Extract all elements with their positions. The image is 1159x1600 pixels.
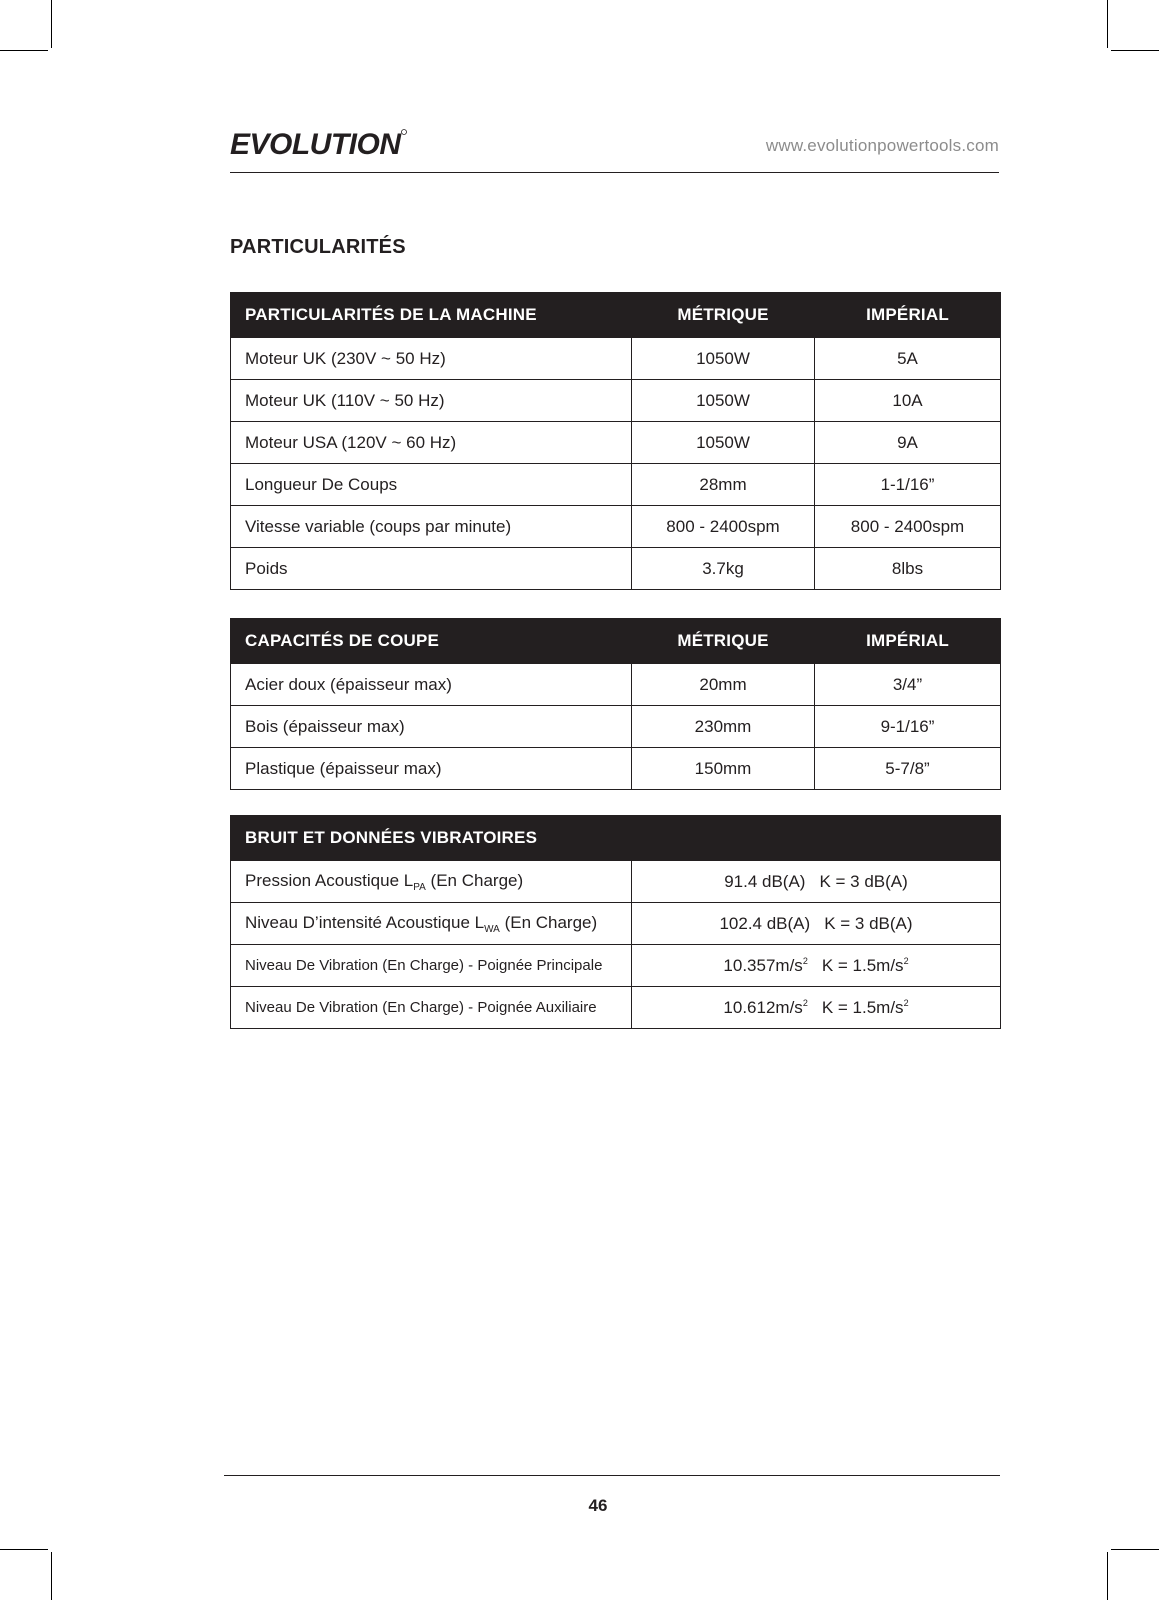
table-row [231,464,1001,506]
metric-value: 1050W [632,422,815,464]
crop-mark [1111,1549,1159,1550]
cutting-capacity-table [230,618,1001,790]
imperial-value: 9-1/16” [815,706,1001,748]
crop-mark [51,1552,52,1600]
metric-value: 1050W [632,380,815,422]
row-label: Moteur USA (120V ~ 60 Hz) [231,422,632,464]
imperial-value: 3/4” [815,664,1001,706]
row-label: Moteur UK (230V ~ 50 Hz) [231,338,632,380]
table-row [231,548,1001,590]
crop-mark [0,50,48,51]
column-header: IMPÉRIAL [815,293,1001,338]
metric-value: 1050W [632,338,815,380]
measured-value: $10.357m/s^2$ $K = 1.5m/s^2$ [632,945,1001,987]
row-label: Acier doux (épaisseur max) [231,664,632,706]
section-title: PARTICULARITÉS [230,236,406,258]
crop-mark [1107,0,1108,48]
evolution-logo [230,126,408,162]
website-url: www.evolutionpowertools.com [765,136,999,155]
table-row [231,706,1001,748]
table-row [231,506,1001,548]
table-row [231,380,1001,422]
header-divider [230,172,999,173]
measured-value: $10.612m/s^2$ $K = 1.5m/s^2$ [632,987,1001,1029]
column-header: PARTICULARITÉS DE LA MACHINE [231,293,632,338]
table-row [231,945,1001,987]
metric-value: 3.7kg [632,548,815,590]
column-header: MÉTRIQUE [632,619,815,664]
table-row [231,664,1001,706]
table-row [231,422,1001,464]
crop-mark [0,1549,48,1550]
table-row [231,903,1001,945]
metric-value: 150mm [632,748,815,790]
column-header: IMPÉRIAL [815,619,1001,664]
row-label: Moteur UK (110V ~ 50 Hz) [231,380,632,422]
row-label: Pression Acoustique $L_{PA}$ (En Charge) [231,861,632,903]
table-row [231,987,1001,1029]
measured-value: 102.4 dB(A) K = 3 dB(A) [632,903,1001,945]
column-header: CAPACITÉS DE COUPE [231,619,632,664]
crop-mark [1107,1552,1108,1600]
metric-value: 20mm [632,664,815,706]
metric-value: 28mm [632,464,815,506]
crop-mark [51,0,52,48]
imperial-value: 5-7/8” [815,748,1001,790]
row-label: Poids [231,548,632,590]
column-header: BRUIT ET DONNÉES VIBRATOIRES [231,816,632,861]
table-header-row [231,293,1001,338]
imperial-value: 10A [815,380,1001,422]
imperial-value: 9A [815,422,1001,464]
imperial-value: 8lbs [815,548,1001,590]
page-number: 46 [588,1496,608,1515]
table-row [231,748,1001,790]
row-label: Vitesse variable (coups par minute) [231,506,632,548]
metric-value: 230mm [632,706,815,748]
measured-value: 91.4 dB(A) K = 3 dB(A) [632,861,1001,903]
noise-vibration-table [230,815,1001,1029]
row-label: Niveau De Vibration (En Charge) - Poignée Principale [231,945,632,987]
table-row [231,338,1001,380]
table-header-row [231,619,1001,664]
column-header: MÉTRIQUE [632,293,815,338]
row-label: Niveau D’intensité Acoustique $L_{WA}$ (En Charge) [231,903,632,945]
imperial-value: 1-1/16” [815,464,1001,506]
imperial-value: 5A [815,338,1001,380]
machine-specs-table [230,292,1001,590]
row-label: Longueur De Coups [231,464,632,506]
row-label: Niveau De Vibration (En Charge) - Poignée Auxiliaire [231,987,632,1029]
row-label: Bois (épaisseur max) [231,706,632,748]
table-row [231,861,1001,903]
imperial-value: 800 - 2400spm [815,506,1001,548]
metric-value: 800 - 2400spm [632,506,815,548]
table-header-row [231,816,1001,861]
brand-name: EVOLUTION [230,128,401,161]
row-label: Plastique (épaisseur max) [231,748,632,790]
crop-mark [1111,50,1159,51]
footer-divider [224,1475,1000,1476]
